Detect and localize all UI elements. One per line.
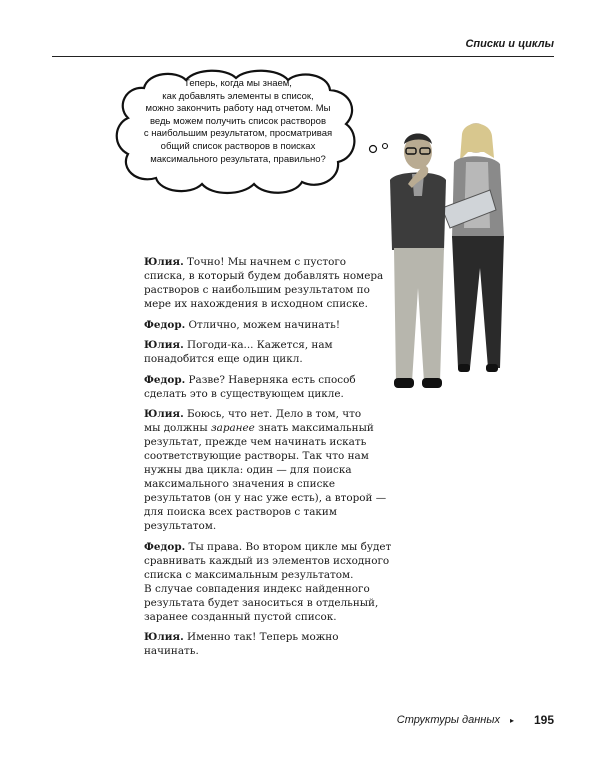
- text-line: соответствующие растворы. Так что нам: [144, 450, 369, 462]
- dialogue-paragraph: [144, 407, 387, 533]
- text-line: максимального значения в списке: [144, 478, 336, 490]
- speaker-name: Юлия.: [144, 339, 184, 351]
- dialogue: [144, 255, 392, 665]
- text-line: [144, 373, 376, 387]
- text-line: начинать.: [144, 645, 199, 657]
- text-line: [144, 421, 376, 435]
- text-line: [144, 255, 376, 269]
- text-line: [144, 407, 376, 421]
- text-line: В случае совпадения индекс найденного: [144, 582, 370, 595]
- text-line: списка с максимальным результатом.: [144, 568, 354, 581]
- text-line: [144, 318, 376, 332]
- footer-section-title: Структуры данных: [396, 714, 500, 726]
- text-fragment: Именно так! Теперь можно: [183, 631, 339, 643]
- text-fragment: Боюсь, что нет. Дело в том, что: [183, 408, 362, 420]
- speaker-name: Юлия.: [144, 631, 184, 643]
- thought-bubble-text: [122, 78, 354, 166]
- speaker-name: Юлия.: [144, 256, 184, 268]
- text-line: результатом.: [144, 520, 217, 532]
- people-photo: [372, 118, 532, 410]
- text-line: понадобится еще один цикл.: [144, 353, 303, 365]
- dialogue-paragraph: [144, 373, 376, 401]
- text-line: для поиска всех растворов с таким: [144, 506, 337, 518]
- speaker-name: Федор.: [144, 373, 186, 386]
- text-line: растворов с наибольшим результатом по: [144, 284, 370, 296]
- bubble-line: ведь можем получить список растворов: [149, 115, 326, 127]
- text-fragment: знать максимальный: [254, 422, 374, 434]
- triangle-right-icon: ▸: [509, 715, 514, 725]
- dialogue-paragraph: [144, 338, 376, 366]
- text-fragment: Ты права. Во втором цикле мы будет: [185, 540, 392, 553]
- bubble-line: с наибольшим результатом, просматривая: [143, 128, 333, 140]
- text-line: результата будет заноситься в отдельный,: [144, 596, 379, 609]
- text-fragment: Разве? Наверняка есть способ: [185, 373, 356, 386]
- bubble-line: максимального результата, правильно?: [150, 153, 326, 165]
- header-rule: [52, 56, 554, 57]
- dialogue-paragraph: [144, 318, 376, 332]
- bubble-line: можно закончить работу над отчетом. Мы: [145, 103, 331, 115]
- text-line: результат, прежде чем начинать искать: [144, 436, 367, 448]
- text-line: нужны два цикла: один — для поиска: [144, 464, 352, 476]
- page-number: 195: [533, 713, 554, 727]
- thought-bubble: [114, 68, 362, 196]
- page-footer: [397, 713, 554, 727]
- bubble-line: как добавлять элементы в список,: [162, 90, 314, 102]
- text-fragment: Погоди-ка... Кажется, нам: [183, 339, 333, 351]
- dialogue-paragraph: [144, 540, 392, 624]
- emphasis-text: заранее: [210, 422, 255, 434]
- speaker-name: Юлия.: [144, 408, 184, 420]
- man-figure: [390, 134, 446, 389]
- chapter-header: Списки и циклы: [465, 38, 554, 50]
- woman-figure: [442, 123, 504, 372]
- speaker-name: Федор.: [144, 318, 186, 331]
- text-line: мере их нахождения в исходном списке.: [144, 298, 368, 310]
- text-line: сделать это в существующем цикле.: [144, 387, 344, 400]
- text-line: результатов (он у нас уже есть), а второй —: [144, 492, 387, 504]
- text-line: [144, 540, 392, 554]
- text-fragment: мы должны: [144, 422, 211, 434]
- bubble-line: общий список растворов в поисках: [160, 140, 316, 152]
- text-line: списка, в который будем добавлять номера: [144, 270, 384, 282]
- text-line: заранее созданный пустой список.: [144, 610, 337, 623]
- text-line: сравнивать каждый из элементов исходного: [144, 554, 390, 567]
- dialogue-paragraph: [144, 630, 376, 658]
- text-line: [144, 338, 376, 352]
- dialogue-paragraph: [144, 255, 384, 311]
- text-fragment: Отлично, можем начинать!: [185, 318, 341, 331]
- bubble-line: Теперь, когда мы знаем,: [184, 78, 292, 89]
- speaker-name: Федор.: [144, 540, 186, 553]
- text-line: [144, 630, 376, 644]
- text-fragment: Точно! Мы начнем с пустого: [183, 256, 347, 268]
